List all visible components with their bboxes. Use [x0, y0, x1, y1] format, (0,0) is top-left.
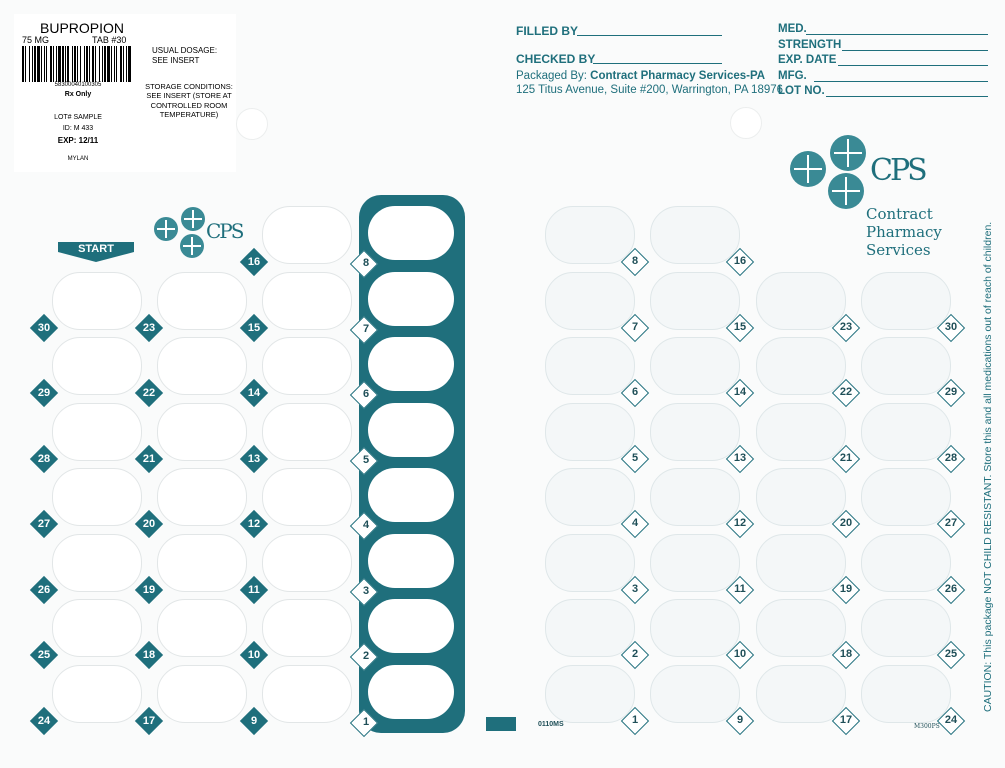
day-number: 28	[944, 451, 958, 464]
cps-logo-large	[790, 135, 980, 260]
lot-number: LOT# SAMPLE	[54, 114, 102, 121]
drug-strength: 75 MG	[22, 35, 50, 45]
color-swatch	[486, 717, 516, 731]
day-number: 24	[37, 714, 51, 727]
day-number: 8	[631, 255, 639, 267]
day-number: 24	[944, 713, 958, 726]
med-field-line[interactable]	[826, 96, 988, 97]
filled-by-line	[577, 35, 722, 36]
barcode-bar	[89, 46, 90, 82]
barcode-bar	[111, 46, 112, 82]
med-field-label: MED.	[778, 23, 807, 35]
barcode-bar	[56, 46, 57, 82]
blister-pocket[interactable]	[368, 272, 454, 326]
logo-circle-icon	[830, 135, 866, 171]
blister-pocket[interactable]	[157, 534, 247, 592]
blister-pocket[interactable]	[52, 534, 142, 592]
expiration: EXP: 12/11	[57, 136, 99, 145]
barcode-bar	[99, 46, 100, 82]
day-number: 30	[944, 320, 958, 333]
med-field-label: EXP. DATE	[778, 54, 837, 66]
logo-circle-icon	[790, 151, 826, 187]
barcode-bar	[114, 46, 115, 82]
blister-pocket[interactable]	[262, 272, 352, 330]
barcode-bar	[29, 46, 30, 82]
day-number: 7	[362, 322, 370, 335]
day-number: 26	[944, 582, 958, 595]
day-number: 22	[142, 387, 156, 399]
day-number: 26	[37, 583, 51, 596]
blister-pocket[interactable]	[368, 534, 454, 588]
start-arrow-icon	[58, 242, 134, 262]
day-number: 23	[839, 320, 853, 333]
tab-count: TAB #30	[92, 35, 127, 45]
day-number: 15	[733, 320, 747, 333]
blister-pocket[interactable]	[368, 206, 454, 260]
barcode-bar	[84, 46, 85, 82]
day-number: 14	[733, 386, 747, 398]
day-number: 4	[362, 519, 370, 531]
blister-pocket[interactable]	[52, 468, 142, 526]
day-number: 15	[247, 321, 261, 334]
barcode-bar	[37, 46, 40, 82]
day-number: 19	[839, 582, 853, 595]
barcode-bar	[92, 46, 94, 82]
day-number: 6	[362, 388, 370, 400]
barcode-bar	[86, 46, 88, 82]
logo-circle-icon	[181, 207, 205, 231]
day-number: 16	[733, 255, 747, 267]
barcode-bar	[126, 46, 127, 82]
packaged-by-company: Contract Pharmacy Services-PA	[590, 70, 766, 82]
day-number: 3	[631, 582, 639, 595]
logo-circle-icon	[180, 234, 204, 258]
day-number: 5	[362, 453, 370, 466]
blister-pocket[interactable]	[52, 272, 142, 330]
barcode-bar	[120, 46, 122, 82]
logo-circle-icon	[828, 173, 864, 209]
prescription-label	[14, 14, 236, 172]
barcode-number: 58300040100305	[54, 82, 102, 88]
caution-text: CAUTION: This package NOT CHILD RESISTANT. Store this and all medications out of reach of children.	[982, 221, 994, 712]
day-number: 3	[362, 584, 370, 597]
day-number: 13	[733, 451, 747, 464]
logo-letters-small: CPS	[206, 219, 243, 243]
barcode-bar	[50, 46, 52, 82]
day-number: 17	[839, 713, 853, 726]
day-number: 7	[631, 320, 639, 333]
barcode-bar	[25, 46, 26, 82]
blister-pocket[interactable]	[52, 665, 142, 723]
hang-hole-right	[730, 107, 762, 139]
usual-dosage: USUAL DOSAGE: SEE INSERT	[152, 46, 218, 65]
logo-letters: CPS	[870, 153, 925, 188]
blister-pocket[interactable]	[52, 403, 142, 461]
day-number: 10	[733, 648, 747, 660]
day-number: 25	[37, 649, 51, 661]
barcode-bar	[58, 46, 61, 82]
day-number: 9	[736, 713, 744, 726]
med-fields	[778, 23, 988, 101]
day-number: 1	[631, 713, 639, 726]
day-number: 27	[944, 517, 958, 529]
blister-pocket[interactable]	[368, 403, 454, 457]
barcode-bar	[65, 46, 66, 82]
med-field-label: LOT NO.	[778, 85, 825, 97]
logo-line-3: Services	[866, 241, 931, 259]
cps-logo-small	[154, 207, 246, 259]
blister-pocket[interactable]	[368, 468, 454, 522]
blister-pocket[interactable]	[52, 337, 142, 395]
checked-by-label: CHECKED BY	[516, 52, 596, 66]
med-field-label: STRENGTH	[778, 38, 842, 51]
blister-pocket[interactable]	[157, 468, 247, 526]
day-number: 29	[944, 386, 958, 398]
storage-conditions: STORAGE CONDITIONS: SEE INSERT (STORE AT CONTROLLED ROOM TEMPERATURE)	[145, 82, 233, 120]
barcode-bar	[107, 46, 110, 82]
blister-pocket[interactable]	[262, 206, 352, 264]
barcode-bar	[32, 46, 33, 82]
day-number: 18	[142, 649, 156, 661]
blister-pocket[interactable]	[262, 468, 352, 526]
day-number: 13	[247, 452, 261, 465]
logo-line-2: Pharmacy	[866, 223, 942, 241]
day-number: 6	[631, 386, 639, 398]
day-number: 29	[37, 387, 51, 399]
barcode-bar	[41, 46, 42, 82]
barcode-bar	[102, 46, 103, 82]
barcode-bar	[22, 46, 24, 82]
day-number: 1	[362, 715, 370, 728]
day-number: 4	[631, 517, 639, 529]
day-number: 12	[733, 517, 747, 529]
rx-only: Rx Only	[64, 91, 92, 98]
med-field-row	[778, 54, 988, 70]
day-number: 16	[247, 256, 261, 268]
blister-pocket[interactable]	[262, 665, 352, 723]
blister-pocket[interactable]	[157, 337, 247, 395]
day-number: 14	[247, 387, 261, 399]
day-number: 25	[944, 648, 958, 660]
barcode-bar	[53, 46, 54, 82]
manufacturer: MYLAN	[67, 156, 89, 162]
barcode-bar	[95, 46, 96, 82]
med-field-line[interactable]	[838, 65, 988, 66]
blister-pocket[interactable]	[157, 403, 247, 461]
logo-circle-icon	[154, 217, 178, 241]
blister-pocket[interactable]	[262, 534, 352, 592]
hang-hole-left	[236, 108, 268, 140]
day-number: 18	[839, 648, 853, 660]
logo-line-1: Contract	[866, 205, 933, 223]
med-field-line[interactable]	[842, 50, 988, 51]
barcode-bar	[123, 46, 124, 82]
barcode	[22, 46, 134, 82]
pharmacy-address: 125 Titus Avenue, Suite #200, Warrington, PA 18976	[516, 84, 784, 96]
med-field-row	[778, 23, 988, 39]
drug-name: BUPROPION	[40, 20, 125, 36]
day-number: 17	[142, 714, 156, 727]
start-label: START	[78, 243, 114, 255]
blister-pocket[interactable]	[262, 403, 352, 461]
blister-pocket[interactable]	[368, 337, 454, 391]
filled-by-label: FILLED BY	[516, 24, 578, 38]
barcode-bar	[34, 46, 36, 82]
card-code-left: 0110MS	[538, 721, 564, 728]
blister-pocket[interactable]	[262, 337, 352, 395]
barcode-bar	[72, 46, 73, 82]
barcode-bar	[74, 46, 76, 82]
day-number: 10	[247, 649, 261, 661]
barcode-bar	[46, 46, 47, 82]
day-number: 11	[248, 583, 260, 596]
blister-pocket[interactable]	[157, 599, 247, 657]
blister-pocket[interactable]	[368, 665, 454, 719]
day-number: 28	[37, 452, 51, 465]
barcode-bar	[80, 46, 81, 82]
barcode-bar	[62, 46, 64, 82]
card-code-right: M300PS	[914, 723, 940, 730]
packaged-by-prefix: Packaged By:	[516, 70, 591, 82]
blister-pocket[interactable]	[52, 599, 142, 657]
day-number: 2	[362, 650, 370, 662]
barcode-bar	[77, 46, 78, 82]
day-number: 21	[839, 451, 853, 464]
med-field-row	[778, 39, 988, 55]
checked-by-line	[593, 63, 722, 64]
blister-pocket[interactable]	[157, 272, 247, 330]
day-number: 23	[142, 321, 156, 334]
day-number: 12	[247, 518, 261, 530]
barcode-bar	[128, 46, 131, 82]
med-field-label: MFG.	[778, 69, 807, 82]
day-number: 11	[734, 582, 746, 595]
day-number: 21	[142, 452, 156, 465]
blister-pocket[interactable]	[157, 665, 247, 723]
day-number: 22	[839, 386, 853, 398]
packaged-by	[516, 70, 765, 82]
day-number: 27	[37, 518, 51, 530]
blister-pocket[interactable]	[368, 599, 454, 653]
day-number: 20	[142, 518, 156, 530]
med-field-line[interactable]	[814, 81, 988, 82]
day-number: 30	[37, 321, 51, 334]
day-number: 8	[362, 257, 370, 269]
day-number: 2	[631, 648, 639, 660]
day-number: 20	[839, 517, 853, 529]
day-number: 9	[250, 714, 258, 727]
med-field-line[interactable]	[806, 34, 988, 35]
barcode-bar	[116, 46, 117, 82]
day-number: 19	[142, 583, 156, 596]
barcode-bar	[44, 46, 45, 82]
med-field-row	[778, 85, 988, 101]
id-number: ID: M 433	[62, 125, 94, 132]
barcode-bar	[104, 46, 106, 82]
barcode-bar	[67, 46, 69, 82]
day-number: 5	[631, 451, 639, 464]
med-field-row	[778, 70, 988, 86]
blister-pocket[interactable]	[262, 599, 352, 657]
